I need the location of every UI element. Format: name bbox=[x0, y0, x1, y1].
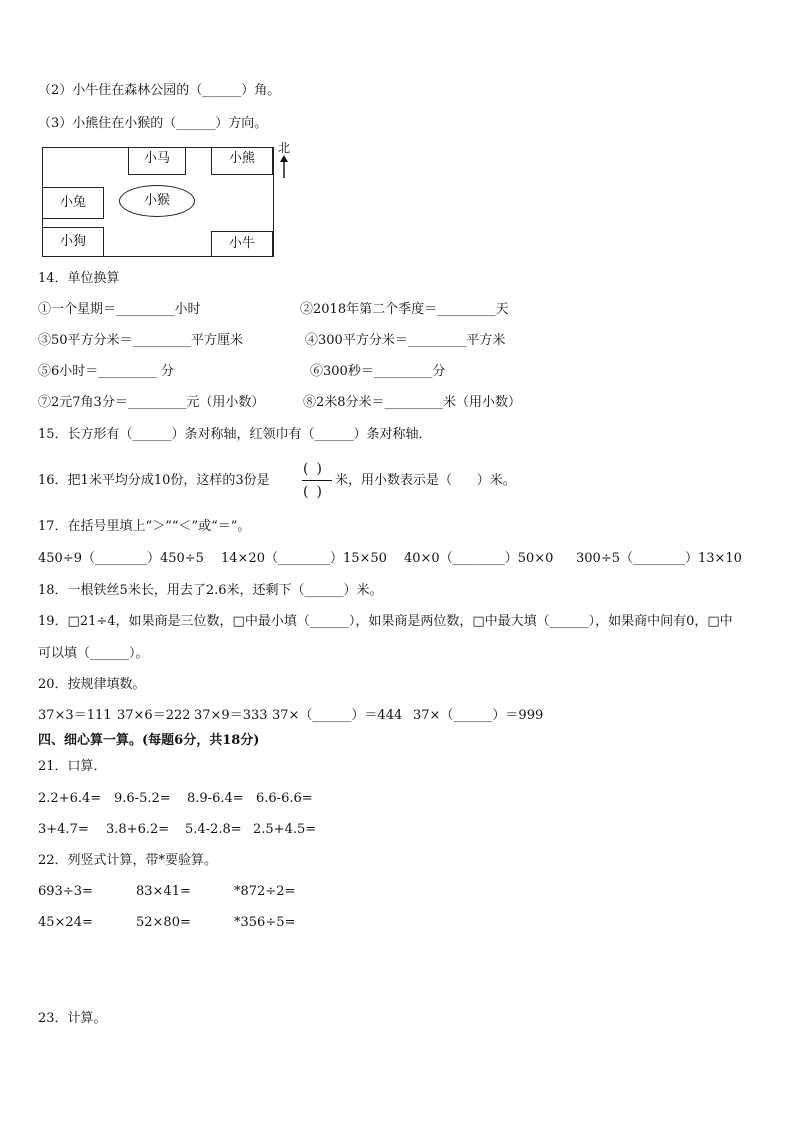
map-box-bear: 小熊 bbox=[211, 147, 273, 175]
q17-title: 17．在括号里填上“＞”“＜”或“＝”。 bbox=[38, 519, 251, 534]
q20-item-3: 37×9＝333 bbox=[194, 708, 268, 723]
q21-r1-c3: 8.9-6.4= bbox=[187, 791, 244, 806]
q19-line2: 可以填（______）。 bbox=[38, 646, 149, 661]
q21-r2-c1: 3+4.7= bbox=[38, 822, 89, 837]
q22-r1-c2: 83×41= bbox=[136, 884, 191, 899]
q16-fraction-bar bbox=[302, 480, 332, 481]
q22-title: 22．列竖式计算，带*要验算。 bbox=[38, 853, 218, 868]
q22-r2-c2: 52×80= bbox=[136, 915, 191, 930]
q16-numerator-paren: () bbox=[303, 461, 330, 477]
forest-park-map bbox=[42, 147, 274, 257]
q14-title: 14．单位换算 bbox=[38, 271, 120, 286]
map-box-pony: 小马 bbox=[128, 147, 186, 175]
q21-title: 21．口算． bbox=[38, 759, 107, 774]
q19-line1: 19．□21÷4，如果商是三位数，□中最小填（______），如果商是两位数，□中最大填（______），如果商中间有0，□中 bbox=[38, 614, 733, 629]
q14-item-1: ①一个星期＝_________小时 bbox=[38, 302, 201, 317]
q21-r2-c3: 5.4-2.8= bbox=[185, 822, 242, 837]
q16-fraction bbox=[300, 460, 332, 502]
q14-item-2: ②2018年第二个季度＝_________天 bbox=[300, 302, 509, 317]
q21-r2-c4: 2.5+4.5= bbox=[253, 822, 317, 837]
q23: 23．计算。 bbox=[38, 1011, 107, 1026]
map-box-dog: 小狗 bbox=[42, 227, 104, 257]
map-box-rabbit: 小兔 bbox=[42, 187, 104, 219]
q17-item-2: 14×20（________）15×50 bbox=[221, 551, 387, 566]
q20-item-5: 37×（______）＝999 bbox=[413, 708, 544, 723]
q20-title: 20．按规律填数。 bbox=[38, 677, 146, 692]
map-ellipse-monkey: 小猴 bbox=[119, 185, 195, 217]
q14-item-3: ③50平方分米＝_________平方厘米 bbox=[38, 333, 244, 348]
q17-item-3: 40×0（________）50×0 bbox=[404, 551, 554, 566]
q17-item-1: 450÷9（________）450÷5 bbox=[38, 551, 204, 566]
section-4-heading: 四、细心算一算。(每题6分，共18分) bbox=[38, 733, 260, 748]
q22-r2-c3: *356÷5= bbox=[234, 915, 296, 930]
q21-r2-c2: 3.8+6.2= bbox=[106, 822, 170, 837]
north-indicator bbox=[277, 141, 291, 182]
q18: 18．一根铁丝5米长，用去了2.6米，还剩下（______）米。 bbox=[38, 583, 383, 598]
q15: 15．长方形有（______）条对称轴，红领巾有（______）条对称轴． bbox=[38, 427, 432, 442]
q14-item-5: ⑤6小时＝_________ 分 bbox=[38, 364, 174, 379]
q22-r1-c3: *872÷2= bbox=[234, 884, 296, 899]
q14-item-6: ⑥300秒＝_________分 bbox=[310, 364, 446, 379]
q22-r1-c1: 693÷3= bbox=[38, 884, 93, 899]
q13-sub3: （3）小熊住在小猴的（______）方向。 bbox=[38, 116, 268, 131]
map-box-calf: 小牛 bbox=[211, 231, 273, 257]
q13-sub2: （2）小牛住在森林公园的（______）角。 bbox=[38, 83, 281, 98]
north-label: 北 bbox=[277, 141, 290, 155]
q14-item-7: ⑦2元7角3分＝_________元（用小数） bbox=[38, 395, 265, 410]
q14-item-8: ⑧2米8分米＝_________米（用小数） bbox=[303, 395, 522, 410]
q22-r2-c1: 45×24= bbox=[38, 915, 93, 930]
q21-r1-c4: 6.6-6.6= bbox=[256, 791, 313, 806]
q20-item-1: 37×3＝111 bbox=[38, 708, 112, 723]
q16-before: 16．把1米平均分成10份，这样的3份是 bbox=[38, 473, 270, 488]
q14-item-4: ④300平方分米＝_________平方米 bbox=[305, 333, 506, 348]
q21-r1-c2: 9.6-5.2= bbox=[114, 791, 171, 806]
q16-after: 米，用小数表示是（ ）米。 bbox=[335, 473, 516, 488]
q20-item-4: 37×（______）＝444 bbox=[272, 708, 403, 723]
q21-r1-c1: 2.2+6.4= bbox=[38, 791, 102, 806]
q16-denominator-paren: () bbox=[303, 484, 330, 500]
q20-item-2: 37×6＝222 bbox=[117, 708, 191, 723]
q17-item-4: 300÷5（________）13×10 bbox=[576, 551, 742, 566]
north-arrow-icon bbox=[277, 155, 291, 179]
